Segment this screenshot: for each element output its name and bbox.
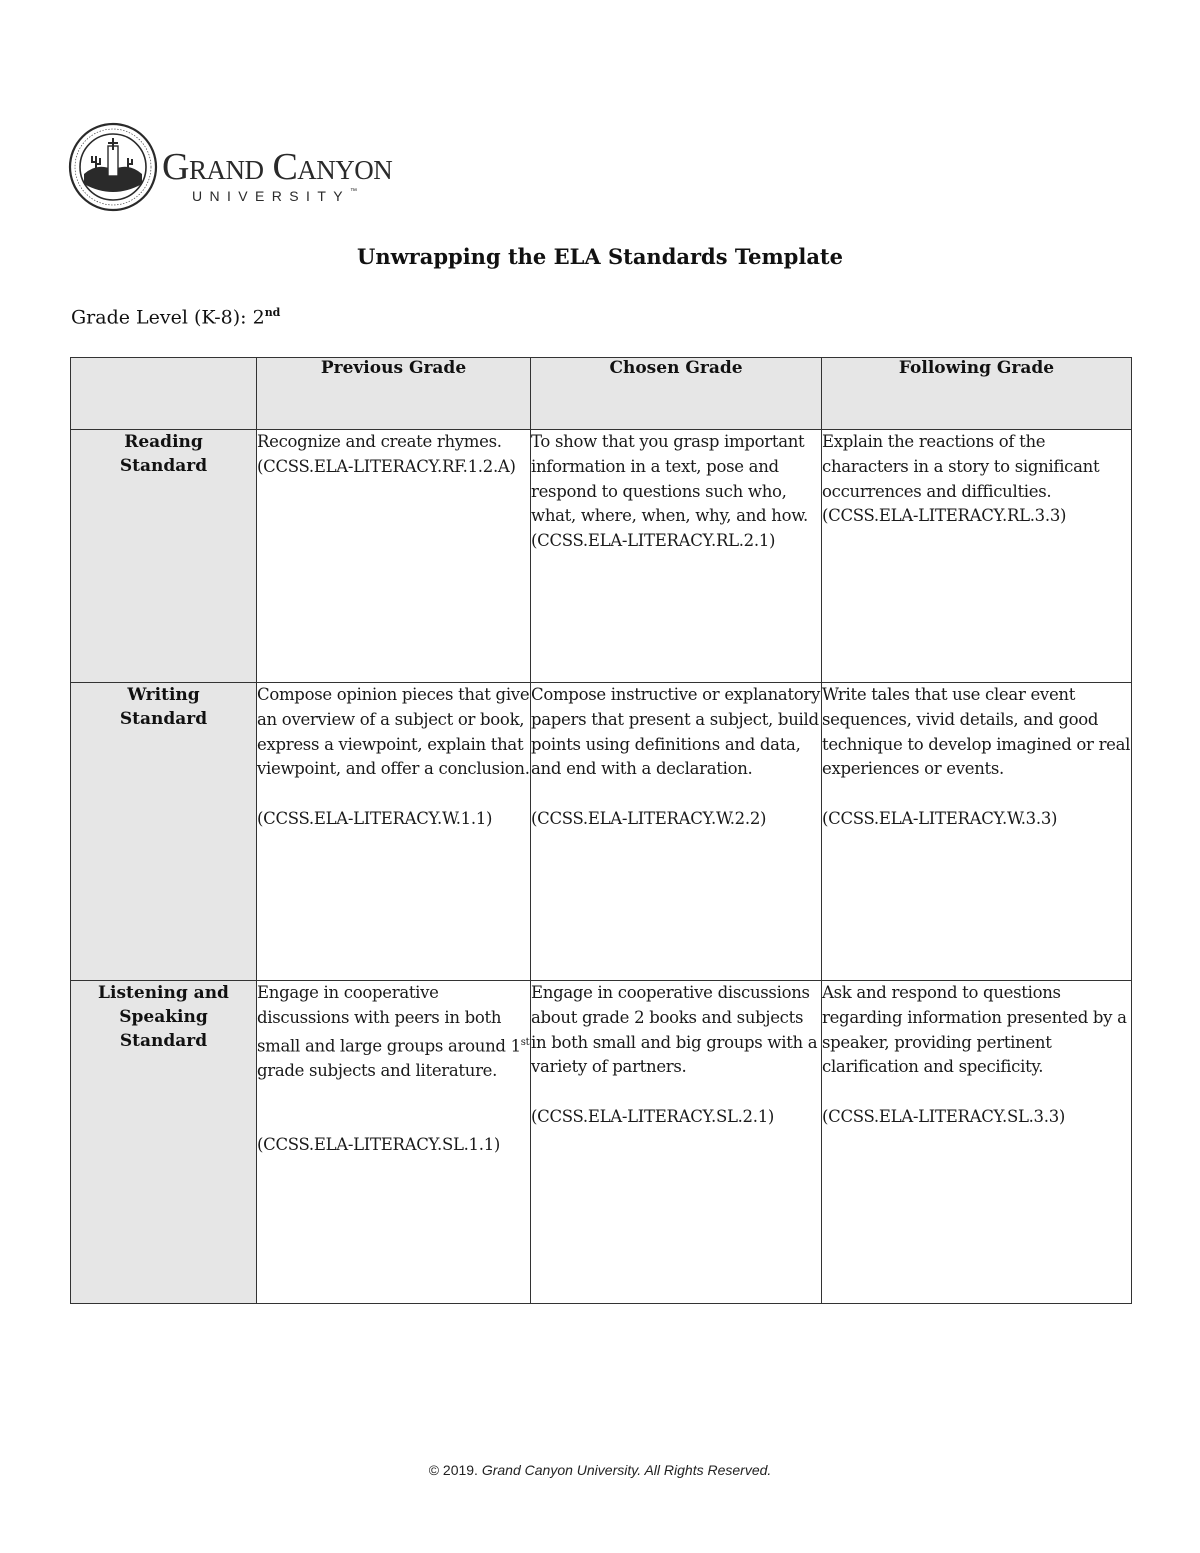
row-header-reading: Reading Standard [71, 430, 257, 683]
wordmark [162, 148, 392, 204]
row-header-writing: Writing Standard [71, 683, 257, 981]
column-header-following: Following Grade [822, 358, 1132, 430]
corner-cell [71, 358, 257, 430]
cell-listening-previous: Engage in cooperative discussions with peers in both small and large groups around 1st grade subjects and literature. (CCSS.ELA-LITERACY.SL.1.1) [257, 981, 531, 1304]
grade-level-value: 2 [252, 306, 265, 329]
column-header-chosen: Chosen Grade [531, 358, 822, 430]
cell-reading-chosen: To show that you grasp important information in a text, pose and respond to questions such who, what, where, when, why, and how. (CCSS.ELA-LITERACY.RL.2.1) [531, 430, 822, 683]
standards-table [70, 357, 1132, 1304]
cell-listening-chosen: Engage in cooperative discussions about grade 2 books and subjects in both small and big groups with a variety of partners. (CCSS.ELA-LITERACY.SL.2.1) [531, 981, 822, 1304]
column-header-previous: Previous Grade [257, 358, 531, 430]
grade-level-suffix: nd [264, 306, 281, 319]
row-header-listening-speaking: Listening and Speaking Standard [71, 981, 257, 1304]
cell-listening-following: Ask and respond to questions regarding information presented by a speaker, providing pertinent clarification and specificity. (CCSS.ELA-LITERACY.SL.3.3) [822, 981, 1132, 1304]
cell-reading-following: Explain the reactions of the characters in a story to significant occurrences and difficulties. (CCSS.ELA-LITERACY.RL.3.3) [822, 430, 1132, 683]
cell-writing-chosen: Compose instructive or explanatory papers that present a subject, build points using definitions and data, and end with a declaration. (CCSS.ELA-LITERACY.W.2.2) [531, 683, 822, 981]
university-logo [68, 122, 468, 212]
page-title: Unwrapping the ELA Standards Template [357, 244, 843, 269]
grade-level [71, 306, 280, 328]
table-row-reading [71, 430, 1132, 683]
grade-level-label: Grade Level (K-8): [71, 306, 247, 329]
university-seal-icon [68, 122, 158, 212]
wordmark-line1: Grand Canyon [162, 146, 393, 188]
cell-writing-previous: Compose opinion pieces that give an overview of a subject or book, express a viewpoint, explain that viewpoint, and offer a conclusion. (CCSS.ELA-LITERACY.W.1.1) [257, 683, 531, 981]
wordmark-line2: UNIVERSITY™ [192, 188, 358, 204]
cell-reading-previous: Recognize and create rhymes. (CCSS.ELA-LITERACY.RF.1.2.A) [257, 430, 531, 683]
table-row-listening-speaking [71, 981, 1132, 1304]
header-row [71, 358, 1132, 430]
cell-writing-following: Write tales that use clear event sequences, vivid details, and good technique to develop imagined or real experiences or events. (CCSS.ELA-LITERACY.W.3.3) [822, 683, 1132, 981]
table-row-writing [71, 683, 1132, 981]
copyright-footer: © 2019. Grand Canyon University. All Rights Reserved. [428, 1462, 772, 1478]
